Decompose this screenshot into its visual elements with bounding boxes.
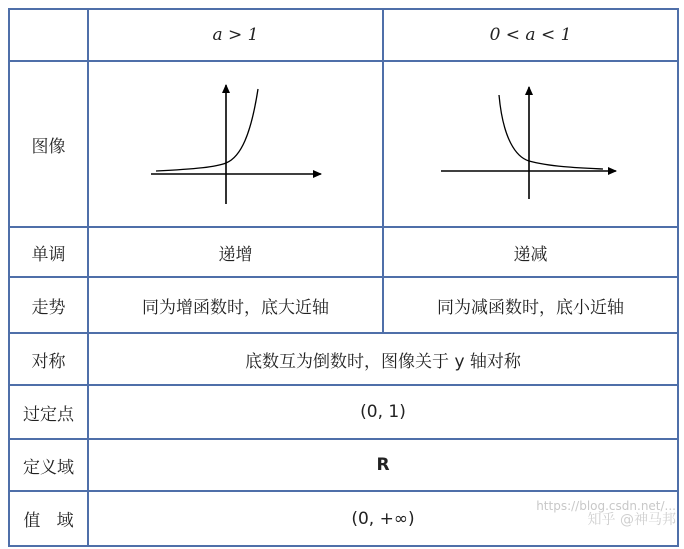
graph-label: 图像 (9, 61, 88, 227)
header-corner-cell (9, 9, 88, 61)
range-value: (0, +∞) (88, 491, 678, 546)
trend-increasing: 同为增函数时，底大近轴 (88, 277, 383, 333)
properties-table (8, 8, 679, 547)
header-col-a-gt-1: a > 1 (88, 9, 383, 61)
symmetry-value: 底数互为倒数时，图像关于 y 轴对称 (88, 333, 678, 385)
domain-label: 定义域 (9, 439, 88, 491)
exp-curve-increasing (156, 89, 258, 171)
header-col-a-lt-1: 0 < a < 1 (383, 9, 678, 61)
fixed-point-value: (0, 1) (88, 385, 678, 439)
increasing-exponential-graph (136, 79, 336, 209)
symmetry-label: 对称 (9, 333, 88, 385)
fixed-point-label: 过定点 (9, 385, 88, 439)
fixed-point-row (9, 385, 678, 439)
monotonic-increasing: 递增 (88, 227, 383, 277)
monotonic-decreasing: 递减 (383, 227, 678, 277)
graph-increasing-cell (88, 61, 383, 227)
graph-decreasing-cell (383, 61, 678, 227)
trend-label: 走势 (9, 277, 88, 333)
url-watermark: https://blog.csdn.net/... (536, 499, 676, 513)
symmetry-row (9, 333, 678, 385)
domain-row (9, 439, 678, 491)
site-watermark: 知乎 @神马邦 (587, 512, 676, 528)
monotonic-row (9, 227, 678, 277)
trend-decreasing: 同为减函数时，底小近轴 (383, 277, 678, 333)
trend-row (9, 277, 678, 333)
range-label: 值 域 (9, 491, 88, 546)
exp-curve-decreasing (499, 95, 603, 169)
monotonic-label: 单调 (9, 227, 88, 277)
header-row (9, 9, 678, 61)
decreasing-exponential-graph (431, 79, 631, 209)
domain-value: R (88, 439, 678, 491)
graph-row (9, 61, 678, 227)
